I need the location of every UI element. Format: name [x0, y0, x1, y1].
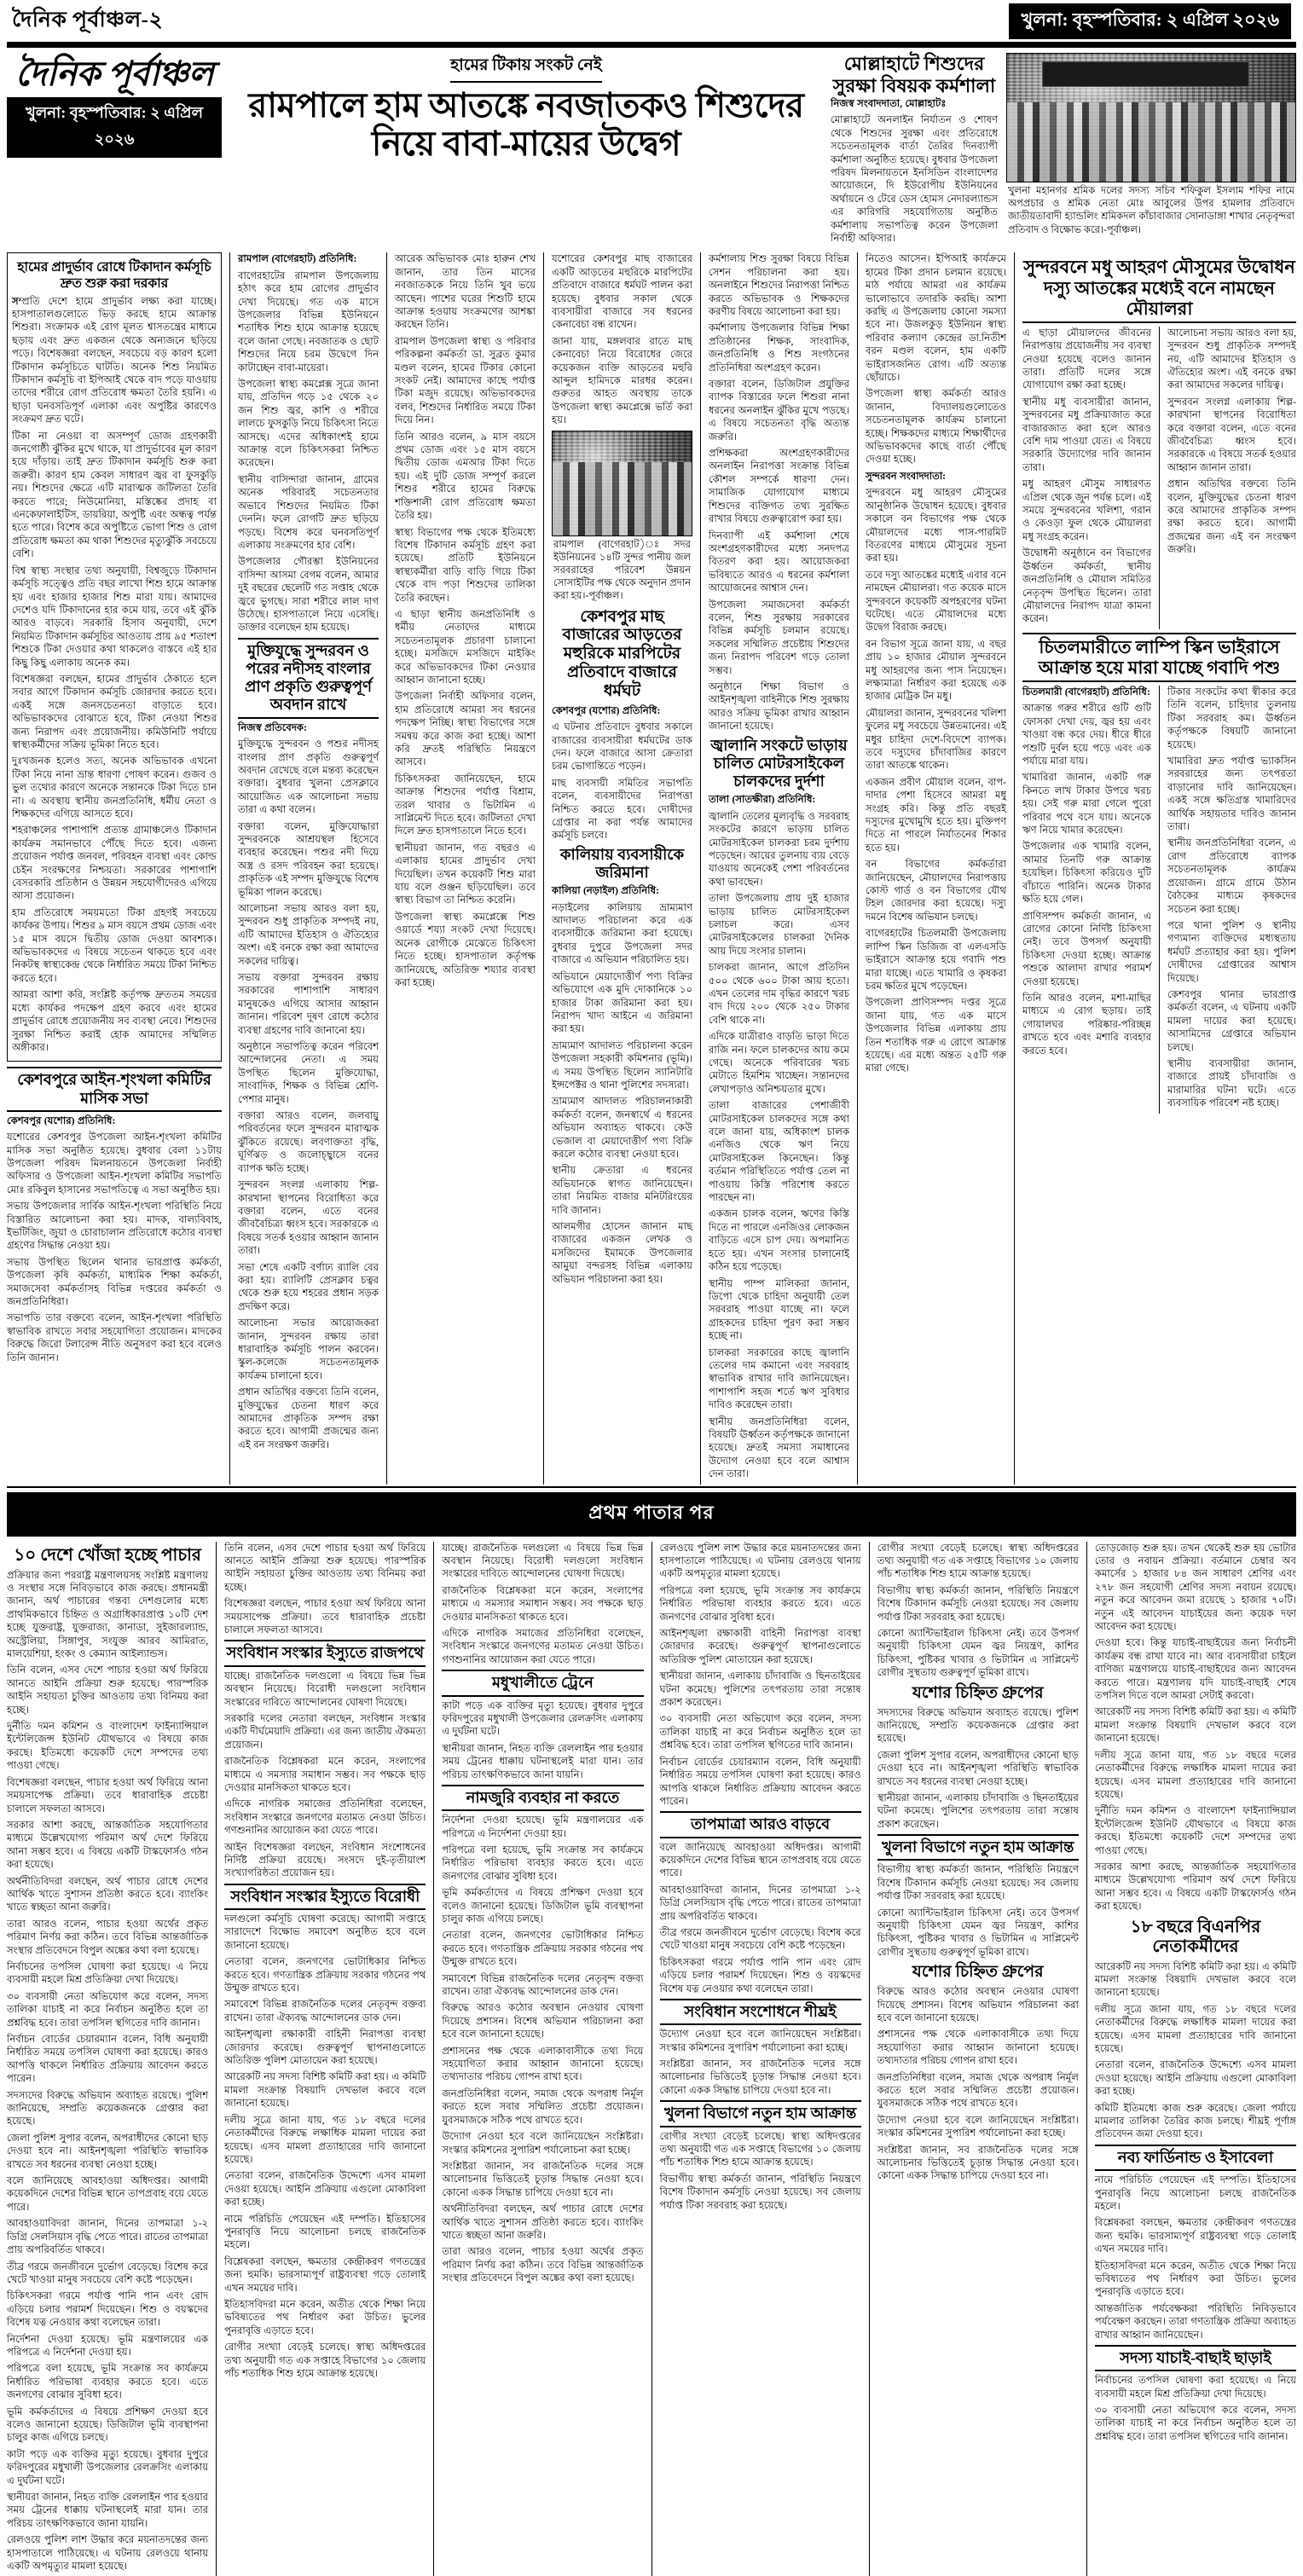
folio-left: দৈনিক পূর্বাঞ্চল-২: [12, 9, 164, 32]
sangbidhan2-para-1d: নেতারা বলেন, জনগণের ভোটাধিকার নিশ্চিত করতে হবে। গণতান্ত্রিক প্রক্রিয়ায় সরকার গঠনের পথ উন্মুক্ত রাখতে হবে।: [442, 1930, 644, 1968]
editorial-para-1: টিকা না নেওয়া বা অসম্পূর্ণ ডোজ গ্রহণকারী জনগোষ্ঠী ঝুঁকির মুখে থাকে, যা প্রাদুর্ভাবের মূল কারণ হয়ে দাঁড়ায়। তাই দ্রুত টিকাদান কর্মসূচি শুরু করা জরুরী। কারণ হাম কেবল সাধারণ জ্বর বা ফুসকুড়ি নয়। শিশুদের ক্ষেত্রে এটি মারাত্মক জটিলতা তৈরি করতে পারে; নিউমোনিয়া, মস্তিষ্কের প্রদাহ বা এনকেফালাইটিস, ডায়রিয়া, অপুষ্টি এবং অন্ধত্ব পর্যন্ত হতে পারে। বিশেষ করে অপুষ্টিতে ভোগা শিশু ও রোগ প্রতিরোধ ক্ষমতা কম থাকা শিশুদের মৃত্যুঝুঁকি সবচেয়ে বেশি।: [12, 430, 217, 560]
bnp18-para-3: কমিটি ইতিমধ্যে কাজ শুরু করেছে। জেলা পর্যায়ে মামলার তালিকা তৈরির কাজ চলছে। শীঘ্রই পূর্ণাঙ্গ প্রতিবেদন জমা দেওয়া হবে।: [1094, 2102, 1297, 2140]
sangbidhan1-para-4: আইন বিশেষজ্ঞরা বলছেন, সংবিধান সংশোধনের নির্দিষ্ট প্রক্রিয়া রয়েছে। সংসদে দুই-তৃতীয়াংশ সংখ্যাগরিষ্ঠতা প্রয়োজন হয়।: [224, 1841, 426, 1879]
kalia-byline: কালিয়া (নড়াইল) প্রতিনিধি:: [552, 885, 659, 897]
madhukhali-para-2e: রেলওয়ে পুলিশ লাশ উদ্ধার করে ময়নাতদন্তের জন্য হাসপাতালে পাঠিয়েছে। এ ঘটনায় রেলওয়ে থানায় একটি অপমৃত্যুর মামলা হয়েছে।: [659, 1542, 861, 1580]
fuel-para-1: তালা উপজেলায় প্রায় দুই হাজার ভাড়ায় চালিত মোটরসাইকেল চলাচল করে। এসব মোটরসাইকেলের চালকরা দৈনিক আয় দিয়ে সংসার চালান।: [709, 893, 849, 957]
masthead-title: দৈনিক পূর্বাঞ্চল: [14, 55, 214, 93]
sanshodhan-para-0g: উদ্যোগ নেওয়া হবে বলে জানিয়েছেন সংশ্লিষ্টরা। সংস্কার কমিশনের সুপারিশ পর্যালোচনা করা হচ্ছে।: [877, 2114, 1079, 2139]
masthead-column: [7, 53, 222, 248]
sangbidhan1-para-2: রাজনৈতিক বিশ্লেষকরা মনে করেন, সংলাপের মাধ্যমে এ সমস্যার সমাধান সম্ভব। সব পক্ষকে ছাড় দেওয়ার মানসিকতা থাকতে হবে।: [224, 1756, 426, 1793]
fuel-para-3: এদিকে যাত্রীরাও বাড়তি ভাড়া দিতে রাজি নন। ফলে চালকদের আয় কমে গেছে। অনেকে পরিবারের খরচ মেটাতে হিমশিম খাচ্ছেন। সন্তানদের লেখাপড়াও অনিশ্চয়তার মুখে।: [709, 1031, 849, 1095]
pachar-para-6: তারা আরও বলেন, পাচার হওয়া অর্থের প্রকৃত পরিমাণ নির্ণয় করা কঠিন। তবে বিভিন্ন আন্তর্জাতিক সংস্থার প্রতিবেদনে বিপুল অঙ্কের কথা বলা হয়েছে।: [7, 1918, 209, 1956]
khulna-ham-headline-2: খুলনা বিভাগে নতুন হাম আক্রান্ত: [660, 2100, 861, 2127]
tapmatra-para-0: বলে জানিয়েছে আবহাওয়া অধিদপ্তর। আগামী কয়েকদিনে দেশের বিভিন্ন স্থানে তাপপ্রবাহ বয়ে যেতে পারে।: [659, 1841, 861, 1879]
khulna-ham-para-2f: কোনো অ্যান্টিভাইরাল চিকিৎসা নেই। তবে উপসর্গ অনুযায়ী চিকিৎসা যেমন জ্বর নিয়ন্ত্রণ, কাশির চিকিৎসা, পুষ্টিকর খাবার ও ভিটামিন এ সাপ্লিমেন্ট রোগীর সুস্থতায় গুরুত্বপূর্ণ ভূমিকা রাখে।: [877, 1628, 1079, 1679]
khulna-ham-para-0e: রোগীর সংখ্যা বেড়েই চলেছে। স্বাস্থ্য অধিদপ্তরের তথ্য অনুযায়ী গত এক সপ্তাহে বিভাগের ১০ জেলায় পাঁচ শতাধিক শিশু হামে আক্রান্ত হয়েছে।: [659, 2130, 861, 2168]
chitalmari-para-0: বাগেরহাটের চিতলমারী উপজেলায় লাম্পি স্কিন ডিজিজ বা এলএসডি ভাইরাসে আক্রান্ত হয়ে গবাদি পশু মারা যাচ্ছে। এতে খামারি ও কৃষকরা চরম ক্ষতির মুখে পড়েছেন।: [866, 928, 1006, 992]
mukti-para-2b: আলোচনা সভায় আরও বলা হয়, সুন্দরবন শুধু প্রাকৃতিক সম্পদই নয়, এটি আমাদের ইতিহাস ও ঐতিহ্যের অংশ। এই বনকে রক্ষা করা আমাদের সকলের দায়িত্ব।: [1167, 327, 1296, 391]
namjuri-para-2: ভূমি কর্মকর্তাদের এ বিষয়ে প্রশিক্ষণ দেওয়া হবে বলেও জানানো হয়েছে। ডিজিটাল ভূমি ব্যবস্থাপনা চালুর কাজ এগিয়ে চলছে।: [442, 1887, 644, 1925]
fuel-para-2: চালকরা জানান, আগে প্রতিদিন ৫০০ থেকে ৬০০ টাকা আয় হতো। এখন তেলের দাম বৃদ্ধির কারণে খরচ বাদ দিয়ে ২০০ থেকে ২৫০ টাকার বেশি থাকে না।: [709, 962, 849, 1026]
khulna-ham-para-0f: রোগীর সংখ্যা বেড়েই চলেছে। স্বাস্থ্য অধিদপ্তরের তথ্য অনুযায়ী গত এক সপ্তাহে বিভাগের ১০ জেলায় পাঁচ শতাধিক শিশু হামে আক্রান্ত হয়েছে।: [877, 1542, 1079, 1580]
mukti-para-3: সভায় বক্তারা সুন্দরবন রক্ষায় সরকারের পাশাপাশি সাধারণ মানুষকেও এগিয়ে আসার আহ্বান জানান। পরিবেশ দূষণ রোধে কঠোর ব্যবস্থা গ্রহণের দাবি জানানো হয়।: [238, 972, 379, 1036]
jashore2-para-1d: প্রশাসনের পক্ষ থেকে এলাকাবাসীকে তথ্য দিয়ে সহযোগিতা করার আহ্বান জানানো হয়েছে। তথ্যদাতার পরিচয় গোপন রাখা হবে।: [442, 2045, 644, 2083]
jashore1-para-0b: সদস্যদের বিরুদ্ধে অভিযান অব্যাহত রয়েছে। পুলিশ জানিয়েছে, সম্প্রতি কয়েকজনকে গ্রেপ্তার করা হয়েছে।: [7, 2089, 209, 2127]
pachar-para-3: বিশেষজ্ঞরা বলছেন, পাচার হওয়া অর্থ ফিরিয়ে আনা সময়সাপেক্ষ প্রক্রিয়া। তবে ধারাবাহিক প্রচেষ্টা চালালে সফলতা আসবে।: [7, 1776, 209, 1815]
namjuri-para-2b: ভূমি কর্মকর্তাদের এ বিষয়ে প্রশিক্ষণ দেওয়া হবে বলেও জানানো হয়েছে। ডিজিটাল ভূমি ব্যবস্থাপনা চালুর কাজ এগিয়ে চলছে।: [7, 2405, 209, 2444]
masthead-band: [7, 48, 1296, 248]
sangbidhan2-para-0: দলগুলো কর্মসূচি ঘোষণা করেছে। আগামী সপ্তাহে সারাদেশে বিক্ষোভ সমাবেশ অনুষ্ঠিত হবে বলে জানানো হয়েছে।: [224, 1913, 426, 1951]
column-divider: [1159, 327, 1160, 629]
jashore2-para-2: জনপ্রতিনিধিরা বলেন, সমাজ থেকে অপরাধ নির্মূল করতে হলে সবার সম্মিলিত প্রচেষ্টা প্রয়োজন। যুবসমাজকে সঠিক পথে রাখতে হবে।: [877, 2071, 1079, 2110]
sangbidhan1-headline: সংবিধান সংস্কার ইস্যুতে রাজপথে: [224, 1640, 426, 1666]
sangbidhan1-para-0: যাচ্ছে। রাজনৈতিক দলগুলো এ বিষয়ে ভিন্ন ভিন্ন অবস্থান নিয়েছে। বিরোধী দলগুলো সংবিধান সংস্কারের দাবিতে আন্দোলনের ঘোষণা দিয়েছে।: [224, 1670, 426, 1708]
chitalmari-headline: চিতলমারীতে লাম্পি স্কিন ভাইরাসে আক্রান্ত হয়ে মারা যাচ্ছে গবাদি পশু: [1022, 633, 1296, 682]
pachar-para-4h: সরকার আশা করছে, আন্তর্জাতিক সহযোগিতার মাধ্যমে উল্লেখযোগ্য পরিমাণ অর্থ দেশে ফিরিয়ে আনা সম্ভব হবে। এ বিষয়ে একটি টাস্কফোর্সও গঠন করা হয়েছে।: [1094, 1861, 1297, 1913]
sundarban-para-5: বন বিভাগের কর্মকর্তারা জানিয়েছেন, মৌয়ালদের নিরাপত্তায় কোস্ট গার্ড ও বন বিভাগের যৌথ টহল জোরদার করা হয়েছে। দস্যু দমনে বিশেষ অভিযান চলছে।: [866, 859, 1006, 923]
madhukhali-para-1: স্থানীয়রা জানান, নিহত ব্যক্তি রেললাইন পার হওয়ার সময় ট্রেনের ধাক্কায় ঘটনাস্থলেই মারা যান। তার পরিচয় তাৎক্ষণিকভাবে জানা যায়নি।: [442, 1742, 644, 1780]
jashore2-para-2d: জনপ্রতিনিধিরা বলেন, সমাজ থেকে অপরাধ নির্মূল করতে হলে সবার সম্মিলিত প্রচেষ্টা প্রয়োজন। যুবসমাজকে সঠিক পথে রাখতে হবে।: [442, 2087, 644, 2126]
sundarban-para-6: এ ছাড়া মৌয়ালদের জীবনের নিরাপত্তায় প্রয়োজনীয় সব ব্যবস্থা নেওয়া হয়েছে বলেও জানান তারা। প্রতিটি দলের সঙ্গে যোগাযোগ রক্ষা করা হচ্ছে।: [1022, 327, 1151, 391]
photo-crowd: [1007, 102, 1295, 182]
ferdinand-para-0b: নামে পরিচিতি পেয়েছেন এই দম্পতি। ইতিহাসের পুনরাবৃত্তি নিয়ে আলোচনা চলছে রাজনৈতিক মহলে।: [224, 2213, 426, 2251]
jashore1-para-2e: স্থানীয়রা জানান, এলাকায় চাঁদাবাজি ও ছিনতাইয়ের ঘটনা কমেছে। পুলিশের তৎপরতায় তারা সন্তোষ প্রকাশ করেছেন।: [659, 1670, 861, 1709]
chitalmari-para-3: খামারিরা জানান, একটি গরু কিনতে লাখ টাকার উপরে খরচ হয়। সেই গরু মারা গেলে পুরো পরিবার পথে বসে যায়। অনেকে ঋণ নিয়ে খামার করেছেন।: [1022, 772, 1151, 836]
mukti-byline: নিজস্ব প্রতিবেদক:: [238, 721, 307, 733]
sangbidhan2-headline: সংবিধান সংস্কার ইস্যুতে বিরোধী: [224, 1884, 426, 1910]
fuel-para-7: চালকরা সরকারের কাছে জ্বালানি তেলের দাম কমানো এবং সরবরাহ স্বাভাবিক রাখার দাবি জানিয়েছেন। পাশাপাশি সহজ শর্তে ঋণ সুবিধার দাবিও করেছেন তারা।: [709, 1346, 849, 1411]
sangbidhan1-para-1: সরকারি দলের নেতারা বলছেন, সংবিধান সংস্কার একটি দীর্ঘমেয়াদি প্রক্রিয়া। এর জন্য জাতীয় ঐকমত্য প্রয়োজন।: [224, 1712, 426, 1751]
sanshodhan-column: [1095, 1542, 1296, 2576]
pachar-para-5: অর্থনীতিবিদরা বলছেন, অর্থ পাচার রোধে দেশের আর্থিক খাতে সুশাসন প্রতিষ্ঠা করতে হবে। ব্যাংকিং খাতে স্বচ্ছতা আনা জরুরি।: [7, 1875, 209, 1913]
editorial-para-4: দুঃখজনক হলেও সত্য, অনেক অভিভাবক এখনো টিকা নিয়ে নানা ভ্রান্ত ধারণা পোষণ করেন। গুজব ও ভুল তথ্যের কারণে অনেকে সন্তানকে টিকা দিতে চান না। এ অবস্থায় স্থানীয় জনপ্রতিনিধি, ধর্মীয় নেতা ও শিক্ষকদের এগিয়ে আসতে হবে।: [12, 755, 217, 819]
keshabpur-meeting-headline: কেশবপুরে আইন-শৃংখলা কমিটির মাসিক সভা: [7, 1067, 222, 1111]
chitalmari-para-4: উপজেলার এক খামারি বলেন, আমার তিনটি গরু আক্রান্ত হয়েছিল। চিকিৎসা করিয়েও দুটি বাঁচাতে পারিনি। অনেক টাকার ক্ষতি হয়ে গেল।: [1022, 841, 1151, 906]
kalia-para-6: আলমগীর হোসেন জানান মাছ বাজারের একজন লেখক ও মসজিদের ইমামকে উপজেলার আমুয়া বন্দরসহ বিভিন্ন এলাকায় অভিযান পরিচালনা করা হয়।: [552, 1221, 692, 1285]
sanshodhan-para-1g: সংশ্লিষ্টরা জানান, সব রাজনৈতিক দলের সঙ্গে আলোচনার ভিত্তিতেই চূড়ান্ত সিদ্ধান্ত নেওয়া হবে। কোনো একক সিদ্ধান্ত চাপিয়ে দেওয়া হবে না।: [877, 2144, 1079, 2182]
khulna-ham-headline: খুলনা বিভাগে নতুন হাম আক্রান্ত: [877, 1834, 1079, 1861]
keshabpur-fish-para-2: এ ঘটনার প্রতিবাদে বুধবার সকালে বাজারের ব্যবসায়ীরা ধর্মঘটের ডাক দেন। ফলে বাজারে আসা ক্রেতারা চরম ভোগান্তিতে পড়েন।: [552, 721, 692, 773]
sangbidhan2-para-2d: সমাবেশে বিভিন্ন রাজনৈতিক দলের নেতৃবৃন্দ বক্তব্য রাখেন। তারা ঐক্যবদ্ধ আন্দোলনের ডাক দেন।: [442, 1972, 644, 1998]
sangbidhan1-para-2d: রাজনৈতিক বিশ্লেষকরা মনে করেন, সংলাপের মাধ্যমে এ সমস্যার সমাধান সম্ভব। সব পক্ষকে ছাড় দেওয়ার মানসিকতা থাকতে হবে।: [442, 1584, 644, 1623]
ferdinand-para-3: আন্তর্জাতিক পর্যবেক্ষকরা পরিস্থিতি নিবিড়ভাবে পর্যবেক্ষণ করছেন। তারা গণতান্ত্রিক প্রক্রিয়া অব্যাহত রাখার আহ্বান জানিয়েছেন।: [1094, 2302, 1297, 2341]
tapmatra-para-0b: বলে জানিয়েছে আবহাওয়া অধিদপ্তর। আগামী কয়েকদিনে দেশের বিভিন্ন স্থানে তাপপ্রবাহ বয়ে যেতে পারে।: [7, 2175, 209, 2213]
mukti-para-9b: প্রধান অতিথির বক্তব্যে তিনি বলেন, মুক্তিযুদ্ধের চেতনা ধারণ করে আমাদের প্রাকৃতিক সম্পদ রক্ষা করতে হবে। আগামী প্রজন্মের জন্য এই বন সংরক্ষণ জরুরি।: [1167, 478, 1296, 556]
lead-headline: রামপালে হাম আতঙ্কে নবজাতকও শিশুদের নিয়ে বাবা-মায়ের উদ্বেগ: [248, 86, 804, 163]
mukti-para-0: মুক্তিযুদ্ধে সুন্দরবন ও পশুর নদীসহ বাংলার প্রাণ প্রকৃতি গুরুত্বপূর্ণ অবদান রেখেছে বলে মন্তব্য করেছেন বক্তারা। বুধবার খুলনা প্রেসক্লাবে আয়োজিত এক আলোচনা সভায় তারা এ কথা বলেন।: [238, 738, 379, 816]
bnp18-para-1h: দলীয় সূত্রে জানা যায়, গত ১৮ বছরে দলের নেতাকর্মীদের বিরুদ্ধে লক্ষাধিক মামলা দায়ের করা হয়েছে। এসব মামলা প্রত্যাহারের দাবি জানানো হয়েছে।: [1094, 1749, 1297, 1800]
sundarban-para-9: উদ্বোধনী অনুষ্ঠানে বন বিভাগের ঊর্ধ্বতন কর্মকর্তা, স্থানীয় জনপ্রতিনিধি ও মৌয়াল সমিতির নেতৃবৃন্দ উপস্থিত ছিলেন। তারা মৌয়ালদের নিরাপদ যাত্রা কামনা করেন।: [1022, 547, 1151, 625]
fuel-headline: জ্বালানি সংকটে ভাড়ায় চালিত মোটরসাইকেল চালকদের দুর্দশা: [710, 736, 848, 790]
khulna-ham-para-1g: বিভাগীয় স্বাস্থ্য কর্মকর্তা জানান, পরিস্থিতি নিয়ন্ত্রণে বিশেষ টিকাদান কর্মসূচি নেওয়া হয়েছে। সব জেলায় পর্যাপ্ত টিকা সরবরাহ করা হয়েছে।: [877, 1864, 1079, 1902]
bnp18-para-1: দলীয় সূত্রে জানা যায়, গত ১৮ বছরে দলের নেতাকর্মীদের বিরুদ্ধে লক্ষাধিক মামলা দায়ের করা হয়েছে। এসব মামলা প্রত্যাহারের দাবি জানানো হয়েছে।: [1094, 2003, 1297, 2055]
tapmatra-para-3: চিকিৎসকরা গরমে পর্যাপ্ত পানি পান এবং রোদ এড়িয়ে চলার পরামর্শ দিয়েছেন। শিশু ও বয়স্কদের বিশেষ যত্ন নেওয়ার কথা বলেছেন তারা।: [659, 1956, 861, 1994]
keshabpur-fish-para-5: কেশবপুর থানার ভারপ্রাপ্ত কর্মকর্তা বলেন, এ ঘটনায় একটি মামলা দায়ের করা হয়েছে। আসামিদের গ্রেপ্তারে অভিযান চলছে।: [1167, 988, 1296, 1053]
jashore1-para-1b: জেলা পুলিশ সুপার বলেন, অপরাধীদের কোনো ছাড় দেওয়া হবে না। আইনশৃঙ্খলা পরিস্থিতি স্বাভাবিক রাখতে সব ধরনের ব্যবস্থা নেওয়া হচ্ছে।: [7, 2132, 209, 2170]
sangbidhan2-para-2: সমাবেশে বিভিন্ন রাজনৈতিক দলের নেতৃবৃন্দ বক্তব্য রাখেন। তারা ঐক্যবদ্ধ আন্দোলনের ডাক দেন।: [224, 1999, 426, 2023]
khulna-ham-para-1f: বিভাগীয় স্বাস্থ্য কর্মকর্তা জানান, পরিস্থিতি নিয়ন্ত্রণে বিশেষ টিকাদান কর্মসূচি নেওয়া হয়েছে। সব জেলায় পর্যাপ্ত টিকা সরবরাহ করা হয়েছে।: [877, 1584, 1079, 1623]
ferdinand-para-1: বিশ্লেষকরা বলছেন, ক্ষমতার কেন্দ্রীকরণ গণতন্ত্রের জন্য হুমকি। ভারসাম্যপূর্ণ রাষ্ট্রব্যবস্থা গড়ে তোলাই এখন সময়ের দাবি।: [1094, 2217, 1297, 2255]
bnp18-para-2: নেতারা বলেন, রাজনৈতিক উদ্দেশ্যে এসব মামলা দেওয়া হয়েছে। আইনি প্রক্রিয়ায় এগুলো মোকাবিলা করা হচ্ছে।: [1094, 2059, 1297, 2098]
lead-para-8: এ ছাড়া স্থানীয় জনপ্রতিনিধি ও ধর্মীয় নেতাদের মাধ্যমে সচেতনতামূলক প্রচারণা চালানো হচ্ছে। মসজিদে মসজিদে মাইকিং করে অভিভাবকদের টিকা নেওয়ার আহ্বান জানানো হচ্ছে।: [395, 608, 536, 686]
editorial-headline: হামের প্রাদুর্ভাব রোধে টিকাদান কর্মসূচি দ্রুত শুরু করা দরকার: [17, 260, 211, 291]
jashore1-para-2: স্থানীয়রা জানান, এলাকায় চাঁদাবাজি ও ছিনতাইয়ের ঘটনা কমেছে। পুলিশের তৎপরতায় তারা সন্তোষ প্রকাশ করেছেন।: [877, 1792, 1079, 1830]
mollahat-photo-column: [1006, 53, 1296, 248]
lead-para-11: স্থানীয়রা জানান, গত বছরও এ এলাকায় হামের প্রাদুর্ভাব দেখা দিয়েছিল। তখন কয়েকটি শিশু মারা যায় বলে গুঞ্জন ছড়িয়েছিল। তবে স্বাস্থ্য বিভাগ তা নিশ্চিত করেনি।: [395, 842, 536, 906]
mollahat-para-2: কর্মশালায় উপজেলার বিভিন্ন শিক্ষা প্রতিষ্ঠানের শিক্ষক, সাংবাদিক, জনপ্রতিনিধি ও শিশু সংগঠনের প্রতিনিধিরা অংশগ্রহণ করেন।: [709, 322, 849, 373]
fuel-para-0: জ্বালানি তেলের মূল্যবৃদ্ধি ও সরবরাহ সংকটের কারণে ভাড়ায় চালিত মোটরসাইকেল চালকরা চরম দুর্দশায় পড়েছেন। আয়ের তুলনায় ব্যয় বেড়ে যাওয়ায় অনেকেই পেশা পরিবর্তনের কথা ভাবছেন।: [709, 810, 849, 888]
kalia-para-1: অভিযানে মেয়াদোত্তীর্ণ পণ্য বিক্রির অভিযোগে এক মুদি দোকানিকে ১০ হাজার টাকা জরিমানা করা হয়। নিরাপদ খাদ্য আইনে এ জরিমানা করা হয়।: [552, 970, 692, 1035]
column-divider: [216, 1542, 217, 2576]
chitalmari-col-a: [1022, 686, 1151, 1114]
mollahat-para-0: মোল্লাহাটে অনলাইন নির্যাতন ও শোষণ থেকে শিশুদের সুরক্ষা এবং প্রতিরোধে সচেতনতামূলক বার্তা তৈরির দিনব্যাপী কর্মশালা অনুষ্ঠিত হয়েছে। বুধবার উপজেলা পরিষদ মিলনায়তনে ইনসিডিন বাংলাদেশর আয়োজনে, দি ইউরোপীয় ইউনিয়নের অর্থায়নে ও টেরে ডেস হোমস নেদারল্যান্ডস এর কারিগরি সহযোগিতায় অনুষ্ঠিত কর্মশালায় সভাপতিত্ব করেন উপজেলা নির্বাহী অফিসার।: [831, 114, 998, 244]
keshabpur-fish-headline: কেশবপুর মাছ বাজারের আড়তের মহুরিকে মারপিটের প্রতিবাদে বাজারে ধর্মঘট: [562, 607, 682, 700]
column-divider: [433, 1542, 434, 2576]
tapmatra-para-1: আবহাওয়াবিদরা জানান, দিনের তাপমাত্রা ১-২ ডিগ্রি সেলসিয়াস বৃদ্ধি পেতে পারে। রাতের তাপমাত্রা প্রায় অপরিবর্তিত থাকবে।: [659, 1884, 861, 1922]
sanshodhan-headline: সংবিধান সংশোধনে শীঘ্রই: [660, 1999, 861, 2025]
bnp18-para-2b: নেতারা বলেন, রাজনৈতিক উদ্দেশ্যে এসব মামলা দেওয়া হয়েছে। আইনি প্রক্রিয়ায় এগুলো মোকাবিলা করা হচ্ছে।: [224, 2170, 426, 2208]
sadasya-para-1: ৩০ ব্যবসায়ী নেতা অভিযোগ করে বলেন, সদস্য তালিকা যাচাই না করে নির্বাচন অনুষ্ঠিত হলে তা প্রশ্নবিদ্ধ হবে। তারা তপসিল স্থগিতের দাবি জানান।: [7, 1990, 209, 2029]
chitalmari-para-1: উপজেলা প্রাণিসম্পদ দপ্তর সূত্রে জানা যায়, গত এক মাসে উপজেলার বিভিন্ন এলাকায় প্রায় তিন শতাধিক গরু এ রোগে আক্রান্ত হয়েছে। এর মধ্যে অন্তত ২৫টি গরু মারা গেছে।: [866, 997, 1006, 1074]
mukti-para-2: আলোচনা সভায় আরও বলা হয়, সুন্দরবন শুধু প্রাকৃতিক সম্পদই নয়, এটি আমাদের ইতিহাস ও ঐতিহ্যের অংশ। এই বনকে রক্ষা করা আমাদের সকলের দায়িত্ব।: [238, 902, 379, 967]
pachar-column: [7, 1542, 208, 2576]
pachar-para-0: প্রক্রিয়ার জন্য পররাষ্ট্র মন্ত্রণালয়সহ সংশ্লিষ্ট মন্ত্রণালয় ও সংস্থার সঙ্গে নিবিড়ভাবে কাজ করছে। প্রধানমন্ত্রী জানান, অর্থ পাচারের গন্তব্য দেশগুলোর মধ্যে প্রাথমিকভাবে চিহ্নিত ও অগ্রাধিকারপ্রাপ্ত ১০টি দেশ হচ্ছে যুক্তরাষ্ট্র, যুক্তরাজ্য, কানাডা, সুইজারল্যান্ড, অস্ট্রেলিয়া, সিঙ্গাপুর, সংযুক্ত আরব আমিরাত, মালয়েশিয়া, হংকং ও কেম্যান আইল্যান্ডস।: [7, 1569, 209, 1660]
sangbidhan2-para-3: আইনশৃঙ্খলা রক্ষাকারী বাহিনী নিরাপত্তা ব্যবস্থা জোরদার করেছে। গুরুত্বপূর্ণ স্থাপনাগুলোতে অতিরিক্ত পুলিশ মোতায়েন করা হয়েছে।: [224, 2029, 426, 2067]
lead-body-column-2: [395, 252, 536, 1484]
keshabpur-fish-para-4: পরে থানা পুলিশ ও স্থানীয় গণ্যমান্য ব্যক্তিদের মধ্যস্থতায় ধর্মঘট প্রত্যাহার করা হয়। পুলিশ দোষীদের গ্রেপ্তারের আশ্বাস দিয়েছে।: [1167, 919, 1296, 984]
editorial-para-5: শহরাঞ্চলের পাশাপাশি প্রত্যন্ত গ্রামাঞ্চলেও টিকাদান কার্যক্রম সমানভাবে পৌঁছে দিতে হবে। এজন্য প্রয়োজন পর্যাপ্ত জনবল, পরিবহন ব্যবস্থা এবং কোল্ড চেইন সংরক্ষণের নিশ্চয়তা। সরকারের পাশাপাশি বেসরকারি প্রতিষ্ঠান ও উন্নয়ন সহযোগীদেরও এগিয়ে আসা প্রয়োজন।: [12, 825, 217, 902]
tapmatra-para-3b: চিকিৎসকরা গরমে পর্যাপ্ত পানি পান এবং রোদ এড়িয়ে চলার পরামর্শ দিয়েছেন। শিশু ও বয়স্কদের বিশেষ যত্ন নেওয়ার কথা বলেছেন তারা।: [7, 2290, 209, 2329]
mollahat-para-6: উপজেলা সমাজসেবা কর্মকর্তা বলেন, শিশু সুরক্ষায় সরকারের বিভিন্ন কর্মসূচি চলমান রয়েছে। সকলের সম্মিলিত প্রচেষ্টায় শিশুদের জন্য নিরাপদ পরিবেশ গড়ে তোলা সম্ভব।: [709, 599, 849, 676]
sundarban-para-1: তবে দস্যু আতঙ্কের মধ্যেই এবার বনে নামছেন মৌয়ালরা। গত কয়েক মাসে সুন্দরবনে কয়েকটি অপহরণের ঘটনা ঘটেছে। এতে মৌয়ালদের মধ্যে উদ্বেগ বিরাজ করছে।: [866, 569, 1006, 634]
section-rule-top: [7, 1486, 1296, 1488]
jashore1-headline: যশোর চিহ্নিত গ্রুপের: [912, 1683, 1044, 1702]
sanshodhan-para-3: দেওয়া হবে। কিন্তু যাচাই-বাছাইয়ের জন্য নির্বাচনী কার্যক্রম বন্ধ রাখা যাবে না। আর ব্যবসায়ীরা চাইলে বাণিজ্য মন্ত্রণালয়ে যাচাই-বাছাইয়ের জন্য আবেদন করতে পারে। মন্ত্রণালয় যদি যাচাই-বাছাই শেষে তপসিল দিতে বলে আমরা সেটাই করবো।: [1094, 1637, 1297, 1702]
madhukhali-para-0b: কাটা পড়ে এক ব্যক্তির মৃত্যু হয়েছে। বুধবার দুপুরে ফরিদপুরের মধুখালী উপজেলার রেলক্রসিং এলাকায় এ দুর্ঘটনা ঘটে।: [7, 2448, 209, 2486]
chitalmari-para-2: আক্রান্ত গরুর শরীরে গুটি গুটি ফোসকা দেখা দেয়, জ্বর হয় এবং খাওয়া বন্ধ করে দেয়। ধীরে ধীরে পশুটি দুর্বল হয়ে পড়ে এবং এক পর্যায়ে মারা যায়।: [1022, 703, 1151, 767]
ferdinand-headline: নব্য ফার্ডিনান্ড ও ইসাবেলা: [1095, 2145, 1296, 2171]
column-divider: [700, 252, 701, 1484]
tapmatra-para-2: তীব্র গরমে জনজীবনে দুর্ভোগ বেড়েছে। বিশেষ করে খেটে খাওয়া মানুষ সবচেয়ে বেশি কষ্টে পড়েছেন।: [659, 1927, 861, 1952]
fuel-para-4: তালা বাজারের পেশাজীবী মোটরসাইকেল চালকদের সঙ্গে কথা বলে জানা যায়, অধিকাংশ চালক এনজিও থেকে ঋণ নিয়ে মোটরসাইকেল কিনেছেন। কিন্তু বর্তমান পরিস্থিতিতে পর্যাপ্ত তেল না পাওয়ায় কিস্তি পরিশোধ করতে পারছেন না।: [709, 1100, 849, 1204]
namjuri-headline: নামজুরি ব্যবহার না করতে: [442, 1785, 643, 1811]
mollahat-para-4: প্রশিক্ষকরা অংশগ্রহণকারীদের অনলাইন নিরাপত্তা সংক্রান্ত বিভিন্ন কৌশল সম্পর্কে ধারণা দেন। সামাজিক যোগাযোগ মাধ্যমে শিশুদের ব্যক্তিগত তথ্য সুরক্ষিত রাখার বিষয়ে গুরুত্বারোপ করা হয়।: [709, 448, 849, 525]
sundarban-headline: সুন্দরবনে মধু আহরণ মৌসুমের উদ্বোধন দস্যু আতঙ্কের মধ্যেই বনে নামছেন মৌয়ালরা: [1022, 257, 1296, 322]
bnp18-para-0b: আরেকটি নয় সদস্য বিশিষ্ট কমিটি করা হয়। এ কমিটি মামলা সংক্রান্ত বিষয়াদি দেখভাল করবে বলে জানানো হয়েছে।: [224, 2071, 426, 2110]
lead-para-12: উপজেলা স্বাস্থ্য কমপ্লেক্সে শিশু ওয়ার্ডে শয্যা সংকট দেখা দিয়েছে। অনেক রোগীকে মেঝেতে চিকিৎসা নিতে হচ্ছে। হাসপাতাল কর্তৃপক্ষ জানিয়েছে, অতিরিক্ত শয্যার ব্যবস্থা করা হচ্ছে।: [395, 911, 536, 988]
jashore2-para-0d: বিরুদ্ধে আরও কঠোর অবস্থান নেওয়ার ঘোষণা দিয়েছে প্রশাসন। বিশেষ অভিযান পরিচালনা করা হবে বলে জানানো হয়েছে।: [442, 2002, 644, 2041]
mukti-para-5: বক্তারা আরও বলেন, জলবায়ু পরিবর্তনের ফলে সুন্দরবন মারাত্মক ঝুঁকিতে রয়েছে। লবণাক্ততা বৃদ্ধি, ঘূর্ণিঝড় ও জলোচ্ছ্বাসে বনের ব্যাপক ক্ষতি হচ্ছে।: [238, 1110, 379, 1174]
sanshodhan-para-0: উদ্যোগ নেওয়া হবে বলে জানিয়েছেন সংশ্লিষ্টরা। সংস্কার কমিশনের সুপারিশ পর্যালোচনা করা হচ্ছে।: [659, 2029, 861, 2053]
kalia-para-0: নড়াইলের কালিয়ায় ভ্রাম্যমাণ আদালত পরিচালনা করে এক ব্যবসায়ীকে জরিমানা করা হয়েছে। বুধবার দুপুরে উপজেলা সদর বাজারে এ অভিযান পরিচালিত হয়।: [552, 901, 692, 966]
right-stack-column: [1022, 252, 1296, 1484]
fuel-para-5: একজন চালক বলেন, ঋণের কিস্তি দিতে না পারলে এনজিওর লোকজন বাড়িতে এসে চাপ দেয়। অপমানিত হতে হয়। এখন সংসার চালানোই কঠিন হয়ে পড়েছে।: [709, 1208, 849, 1273]
kalia-headline: কালিয়ায় ব্যবসায়ীকে জরিমানা: [559, 845, 685, 882]
column-divider: [543, 252, 544, 1484]
madhukhali-column: [442, 1542, 643, 2576]
editorial-para-2: বিশ্ব স্বাস্থ্য সংস্থার তথ্য অনুযায়ী, বিশ্বজুড়ে টিকাদান কর্মসূচি সত্ত্বেও প্রতি বছর লাখো শিশু হামে আক্রান্ত হয় এবং হাজার হাজার শিশু মারা যায়। আমাদের দেশেও যদি টিকাদানের হার কমে যায়, তবে এই ঝুঁকি আরও বাড়বে। সরকারি হিসাব অনুযায়ী, দেশে নিয়মিত টিকাদান কর্মসূচির আওতায় প্রায় ৯৫ শতাংশ শিশুকে টিকা দেওয়ার কথা থাকলেও বাস্তবে এই হার কিছু কিছু এলাকায় অনেক কম।: [12, 564, 217, 669]
khulna-ham-para-2g: কোনো অ্যান্টিভাইরাল চিকিৎসা নেই। তবে উপসর্গ অনুযায়ী চিকিৎসা যেমন জ্বর নিয়ন্ত্রণ, কাশির চিকিৎসা, পুষ্টিকর খাবার ও ভিটামিন এ সাপ্লিমেন্ট রোগীর সুস্থতায় গুরুত্বপূর্ণ ভূমিকা রাখে।: [877, 1907, 1079, 1958]
workshop-photo: [1006, 53, 1296, 182]
column-divider: [386, 252, 387, 1484]
keshabpur-fish-byline: কেশবপুর (যশোর) প্রতিনিধি:: [552, 704, 661, 716]
pachar-para-1: তিনি বলেন, এসব দেশে পাচার হওয়া অর্থ ফিরিয়ে আনতে আইনি প্রক্রিয়া শুরু হয়েছে। পারস্পরিক আইনি সহায়তা চুক্তির আওতায় তথ্য বিনিময় করা হচ্ছে।: [7, 1664, 209, 1716]
sundarban-para-3: মৌয়ালরা জানান, সুন্দরবনের খলিশা ফুলের মধু সবচেয়ে উন্নতমানের। এই মধুর চাহিদা দেশে-বিদেশে ব্যাপক। তবে দস্যুদের চাঁদাবাজির কারণে তারা আতঙ্কে থাকেন।: [866, 707, 1006, 772]
lead-para-3: উপজেলার গৌরম্ভা ইউনিয়নের বাসিন্দা আসমা বেগম বলেন, আমার দুই বছরের ছেলেটি গত সপ্তাহ থেকে জ্বরে ভুগছে। সারা শরীরে লাল দাগ উঠেছে। হাসপাতালে নিয়ে এসেছি। ডাক্তার বলেছেন হাম হয়েছে।: [238, 556, 379, 634]
lead-para-4: আরেক অভিভাবক মোঃ হারুন শেখ জানান, তার তিন মাসের নবজাতককে নিয়ে তিনি খুব ভয়ে আছেন। পাশের ঘরের শিশুটি হামে আক্রান্ত হওয়ায় সংক্রমণের আশঙ্কা করছেন তিনি।: [395, 253, 536, 331]
mollahat-para-3: বক্তারা বলেন, ডিজিটাল প্রযুক্তির ব্যাপক বিস্তারের ফলে শিশুরা নানা ধরনের অনলাইন ঝুঁকির মুখে পড়ছে। এ বিষয়ে সচেতনতা বৃদ্ধি অত্যন্ত জরুরি।: [709, 379, 849, 443]
editorial-para-6: হাম প্রতিরোধে সময়মতো টিকা গ্রহণই সবচেয়ে কার্যকর উপায়। শিশুর ৯ মাস বয়সে প্রথম ডোজ এবং ১৫ মাস বয়সে দ্বিতীয় ডোজ দেওয়া আবশ্যক। অভিভাবকদের এ বিষয়ে সচেতন থাকতে হবে এবং নিকটস্থ স্বাস্থ্যকেন্দ্র থেকে নির্ধারিত সময়ে টিকা নিশ্চিত করতে হবে।: [12, 906, 217, 984]
pachar-para-4: সরকার আশা করছে, আন্তর্জাতিক সহযোগিতার মাধ্যমে উল্লেখযোগ্য পরিমাণ অর্থ দেশে ফিরিয়ে আনা সম্ভব হবে। এ বিষয়ে একটি টাস্কফোর্সও গঠন করা হয়েছে।: [7, 1819, 209, 1871]
mukti-headline: মুক্তিযুদ্ধে সুন্দরবন ও পরের নদীসহ বাংলার প্রাণ প্রকৃতি গুরুত্বপূর্ণ অবদান রাখে: [238, 638, 379, 719]
folio-strip: [7, 0, 1296, 39]
mukti-para-1: বক্তারা বলেন, মুক্তিযোদ্ধারা সুন্দরবনকে আশ্রয়স্থল হিসেবে ব্যবহার করেছেন। পশুর নদী দিয়ে অস্ত্র ও রসদ পরিবহন করা হয়েছে। প্রাকৃতিক এই সম্পদ মুক্তিযুদ্ধে বিশেষ ভূমিকা পালন করেছে।: [238, 820, 379, 898]
keshabpur-meeting-byline: কেশবপুর (যশোর) প্রতিনিধি:: [7, 1114, 116, 1126]
mukti-para-4: অনুষ্ঠানে সভাপতিত্ব করেন পরিবেশ আন্দোলনের নেতা। এ সময় উপস্থিত ছিলেন মুক্তিযোদ্ধা, সাংবাদিক, শিক্ষক ও বিভিন্ন শ্রেণি-পেশার মানুষ।: [238, 1041, 379, 1105]
jashore1-para-1: জেলা পুলিশ সুপার বলেন, অপরাধীদের কোনো ছাড় দেওয়া হবে না। আইনশৃঙ্খলা পরিস্থিতি স্বাভাবিক রাখতে সব ধরনের ব্যবস্থা নেওয়া হচ্ছে।: [877, 1749, 1079, 1787]
editorial-para-7: আমরা আশা করি, সংশ্লিষ্ট কর্তৃপক্ষ দ্রুততম সময়ের মধ্যে কার্যকর পদক্ষেপ গ্রহণ করবে এবং হামের প্রাদুর্ভাব রোধে প্রয়োজনীয় সব ব্যবস্থা নেবে। শিশুদের সুরক্ষা নিশ্চিত করাই হোক আমাদের সম্মিলিত অঙ্গীকার।: [12, 989, 217, 1053]
sadasya-para-2: নির্বাচন বোর্ডের চেয়ারম্যান বলেন, বিধি অনুযায়ী নির্ধারিত সময়ে তপসিল ঘোষণা করা হয়েছে। কারও আপত্তি থাকলে নির্ধারিত প্রক্রিয়ায় আবেদন করতে পারেন।: [7, 2034, 209, 2085]
keshabpur-fish-para-0: যশোরের কেশবপুর মাছ বাজারের একটি আড়তের মহুরিকে মারপিটের প্রতিবাদে বাজারে ধর্মঘট পালন করা হয়েছে। বুধবার সকাল থেকে ব্যবসায়ীরা বাজারে সব ধরনের কেনাবেচা বন্ধ রাখেন।: [552, 253, 692, 331]
column-divider: [869, 1542, 870, 2576]
continued-section-bar: প্রথম পাতার পর: [7, 1492, 1296, 1537]
sangbidhan1-para-0d: যাচ্ছে। রাজনৈতিক দলগুলো এ বিষয়ে ভিন্ন ভিন্ন অবস্থান নিয়েছে। বিরোধী দলগুলো সংবিধান সংস্কারের দাবিতে আন্দোলনের ঘোষণা দিয়েছে।: [442, 1542, 644, 1580]
keshabpur-fish-para-6: স্থানীয় ব্যবসায়ীরা জানান, বাজারে প্রায়ই চাঁদাবাজি ও মারামারির ঘটনা ঘটে। এতে ব্যবসায়িক পরিবেশ নষ্ট হচ্ছে।: [1167, 1057, 1296, 1109]
namjuri-para-1: পরিপত্রে বলা হয়েছে, ভূমি সংক্রান্ত সব কার্যক্রমে নির্ধারিত পরিভাষা ব্যবহার করতে হবে। এতে জনগণের বোঝার সুবিধা হবে।: [442, 1844, 644, 1882]
lead-para-7: স্বাস্থ্য বিভাগের পক্ষ থেকে ইতিমধ্যে বিশেষ টিকাদান কর্মসূচি গ্রহণ করা হয়েছে। প্রতিটি ইউনিয়নে স্বাস্থ্যকর্মীরা বাড়ি বাড়ি গিয়ে টিকা থেকে বাদ পড়া শিশুদের তালিকা তৈরি করছেন।: [395, 526, 536, 604]
chitalmari-para-7: টিকার সংকটের কথা স্বীকার করে তিনি বলেন, চাহিদার তুলনায় টিকা সরবরাহ কম। ঊর্ধ্বতন কর্তৃপক্ষকে বিষয়টি জানানো হয়েছে।: [1167, 686, 1296, 750]
mukti-para-8: আলোচনা সভার আয়োজকরা জানান, সুন্দরবন রক্ষায় তারা ধারাবাহিক কর্মসূচি পালন করবেন। স্কুল-কলেজে সচেতনতামূলক কার্যক্রম চালানো হবে।: [238, 1317, 379, 1381]
mollahat-photo-caption: খুলনা মহানগর শ্রমিক দলের সদস্য সচিব শফিকুল ইসলাম শফির নামে অপপ্রচার ও শ্রমিক নেতা মোঃ আবুলের উপর হামলার প্রতিবাদে জাতীয়তাবাদী হ্যান্ডলিং শ্রমিকদল কাঁচাবাজার সোনাডাঙ্গা শাখার নেতৃবৃন্দরা প্রতিবাদ ও বিক্ষোভ করে।-পূর্বাঞ্চল।: [1008, 186, 1294, 235]
namjuri-para-0b: নির্দেশনা দেওয়া হয়েছে। ভূমি মন্ত্রণালয়ের এক পরিপত্রে এ নির্দেশনা দেওয়া হয়।: [7, 2333, 209, 2358]
ferdinand-para-2: ইতিহাসবিদরা মনে করেন, অতীত থেকে শিক্ষা নিয়ে ভবিষ্যতের পথ নির্ধারণ করা উচিত। ভুলের পুনরাবৃত্তি এড়াতে হবে।: [1094, 2260, 1297, 2298]
chitalmari-para-9: স্থানীয় জনপ্রতিনিধিরা বলেন, এ রোগ প্রতিরোধে ব্যাপক সচেতনতামূলক কার্যক্রম প্রয়োজন। গ্রামে গ্রামে উঠান বৈঠকের মাধ্যমে কৃষকদের সচেতন করা হচ্ছে।: [1167, 837, 1296, 915]
fuel-para-8: স্থানীয় জনপ্রতিনিধিরা বলেন, বিষয়টি ঊর্ধ্বতন কর্তৃপক্ষকে জানানো হয়েছে। দ্রুতই সমস্যা সমাধানের উদ্যোগ নেওয়া হবে বলে আশ্বাস দেন তারা।: [709, 1415, 849, 1480]
lead-para-1: উপজেলা স্বাস্থ্য কমপ্লেক্স সূত্রে জানা যায়, প্রতিদিন গড়ে ১৫ থেকে ২০ জন শিশু জ্বর, কাশি ও শরীরে লালচে ফুসকুড়ি নিয়ে চিকিৎসা নিতে আসছে। এদের অধিকাংশই হামে আক্রান্ত বলে চিকিৎসকরা নিশ্চিত করেছেন।: [238, 379, 379, 469]
bnp18-para-1b: দলীয় সূত্রে জানা যায়, গত ১৮ বছরে দলের নেতাকর্মীদের বিরুদ্ধে লক্ষাধিক মামলা দায়ের করা হয়েছে। এসব মামলা প্রত্যাহারের দাবি জানানো হয়েছে।: [224, 2114, 426, 2165]
kalia-para-3: ভ্রাম্যমাণ আদালত পরিচালনাকারী কর্মকর্তা বলেন, জনস্বার্থে এ ধরনের অভিযান অব্যাহত থাকবে। কেউ ভেজাল বা মেয়াদোত্তীর্ণ পণ্য বিক্রি করলে কঠোর ব্যবস্থা নেওয়া হবে।: [552, 1096, 692, 1160]
sanshodhan-para-1d: সংশ্লিষ্টরা জানান, সব রাজনৈতিক দলের সঙ্গে আলোচনার ভিত্তিতেই চূড়ান্ত সিদ্ধান্ত নেওয়া হবে। কোনো একক সিদ্ধান্ত চাপিয়ে দেওয়া হবে না।: [442, 2160, 644, 2198]
ferdinand-para-0: নামে পরিচিতি পেয়েছেন এই দম্পতি। ইতিহাসের পুনরাবৃত্তি নিয়ে আলোচনা চলছে রাজনৈতিক মহলে।: [1094, 2174, 1297, 2212]
top-half-grid: [7, 252, 1296, 1484]
sundarban-para-7: স্থানীয় মধু ব্যবসায়ীরা জানান, সুন্দরবনের মধু প্রক্রিয়াজাত করে বাজারজাত করা হলে আরও বেশি দাম পাওয়া যেত। এ বিষয়ে সরকারি উদ্যোগের দাবি জানান তারা।: [1022, 396, 1151, 473]
sadasya-para-0h: নির্বাচনের তপসিল ঘোষণা করা হয়েছে। এ নিয়ে ব্যবসায়ী মহলে মিশ্র প্রতিক্রিয়া দেখা দিয়েছে।: [1094, 2375, 1297, 2399]
lead-body-column-1: [238, 252, 379, 1484]
chitalmari-para-6: তিনি আরও বলেন, মশা-মাছির মাধ্যমে এ রোগ ছড়ায়। তাই গোয়ালঘর পরিষ্কার-পরিচ্ছন্ন রাখতে হবে এবং মশারি ব্যবহার করতে হবে।: [1022, 992, 1151, 1056]
mukti-para-7: সভা শেষে একটি বর্ণাঢ্য র‍্যালি বের করা হয়। র‍্যালিটি প্রেসক্লাব চত্বর থেকে শুরু হয়ে শহরের প্রধান সড়ক প্রদক্ষিণ করে।: [238, 1261, 379, 1312]
kalia-para-2: ভ্রাম্যমাণ আদালত পরিচালনা করেন উপজেলা সহকারী কমিশনার (ভূমি)। এ সময় উপস্থিত ছিলেন স্যানিটারি ইন্সপেক্টর ও থানা পুলিশের সদস্যরা।: [552, 1039, 692, 1091]
fuel-para-6: স্থানীয় পাম্প মালিকরা জানান, ডিপো থেকে চাহিদা অনুযায়ী তেল সরবরাহ পাওয়া যাচ্ছে না। ফলে গ্রাহকদের চাহিদা পূরণ করা সম্ভব হচ্ছে না।: [709, 1277, 849, 1342]
chitalmari-para-5: প্রাণিসম্পদ কর্মকর্তা জানান, এ রোগের কোনো নির্দিষ্ট চিকিৎসা নেই। তবে উপসর্গ অনুযায়ী চিকিৎসা দেওয়া হচ্ছে। আক্রান্ত পশুকে আলাদা রাখার পরামর্শ দেওয়া হয়েছে।: [1022, 910, 1151, 987]
tapmatra-column: [660, 1542, 861, 2576]
madhukhali-para-0: কাটা পড়ে এক ব্যক্তির মৃত্যু হয়েছে। বুধবার দুপুরে ফরিদপুরের মধুখালী উপজেলার রেলক্রসিং এলাকায় এ দুর্ঘটনা ঘটে।: [442, 1699, 644, 1738]
bnp18-headline: ১৮ বছরে বিএনপির নেতাকর্মীদের: [1130, 1917, 1261, 1956]
masthead-dateline: খুলনা: বৃহস্পতিবার: ২ এপ্রিল ২০২৬: [7, 97, 222, 158]
sundarban-para-2: বন বিভাগ সূত্রে জানা যায়, এ বছর প্রায় ১০ হাজার মৌয়াল সুন্দরবনে মধু আহরণের জন্য পাস নিয়েছেন। লক্ষ্যমাত্রা নির্ধারণ করা হয়েছে এক হাজার মেট্রিক টন মধু।: [866, 638, 1006, 703]
lead-para-13: নিতেও আসেন। ইপিআই কার্যক্রমে হামের টিকা প্রদান চলমান রয়েছে। মাঠ পর্যায়ে আমরা এর কার্যক্রম ভালোভাবে তদারকি করছি। আশা করছি এ উপজেলায় কোনো সমস্যা হবে না। উজলকুড় ইউনিয়ন স্বাস্থ্য পরিবার কল্যাণ কেন্দ্রের ডা.নিতীশ বরন মণ্ডল বলেন, হাম একটি ভাইরাসজনিত রোগ। এটি অত্যন্ত ছোঁয়াচে।: [866, 253, 1006, 384]
khulna-ham-column: [877, 1542, 1079, 2576]
column-divider: [1159, 686, 1160, 1114]
lead-para-0: বাগেরহাটের রামপাল উপজেলায় হঠাৎ করে হাম রোগের প্রাদুর্ভাব দেখা দিয়েছে। গত এক মাসে উপজেলার বিভিন্ন ইউনিয়নে শতাধিক শিশু হামে আক্রান্ত হয়েছে বলে জানা গেছে। নবজাতক ও ছোট শিশুদের নিয়ে চরম উদ্বেগে দিন কাটাচ্ছেন বাবা-মায়েরা।: [238, 269, 379, 373]
sundarban-body-column-1: [866, 252, 1006, 1484]
ferdinand-para-1b: বিশ্লেষকরা বলছেন, ক্ষমতার কেন্দ্রীকরণ গণতন্ত্রের জন্য হুমকি। ভারসাম্যপূর্ণ রাষ্ট্রব্যবস্থা গড়ে তোলাই এখন সময়ের দাবি।: [224, 2255, 426, 2294]
pachar-para-6d: তারা আরও বলেন, পাচার হওয়া অর্থের প্রকৃত পরিমাণ নির্ণয় করা কঠিন। তবে বিভিন্ন আন্তর্জাতিক সংস্থার প্রতিবেদনে বিপুল অঙ্কের কথা বলা হয়েছে।: [442, 2246, 644, 2284]
editorial-para-3: বিশেষজ্ঞরা বলছেন, হামের প্রাদুর্ভাব ঠেকাতে হলে সবার আগে টিকাদান কর্মসূচি জোরদার করতে হবে। একই সঙ্গে জনসচেতনতা বাড়াতে হবে। অভিভাবকদের বোঝাতে হবে, টিকা নেওয়া শিশুর জন্য নিরাপদ এবং প্রয়োজনীয়। কমিউনিটি পর্যায়ে স্বাস্থ্যকর্মীদের সক্রিয় ভূমিকা নিতে হবে।: [12, 673, 217, 750]
mukti-para-9: প্রধান অতিথির বক্তব্যে তিনি বলেন, মুক্তিযুদ্ধের চেতনা ধারণ করে আমাদের প্রাকৃতিক সম্পদ রক্ষা করতে হবে। আগামী প্রজন্মের জন্য এই বন সংরক্ষণ জরুরি।: [238, 1386, 379, 1450]
sundarban-para-4: একজন প্রবীণ মৌয়াল বলেন, বাপ-দাদার পেশা হিসেবে আমরা মধু সংগ্রহ করি। কিন্তু প্রতি বছরই দস্যুদের মুখোমুখি হতে হয়। মুক্তিপণ দিতে না পারলে নির্যাতনের শিকার হতে হয়।: [866, 776, 1006, 854]
namjuri-para-0: নির্দেশনা দেওয়া হয়েছে। ভূমি মন্ত্রণালয়ের এক পরিপত্রে এ নির্দেশনা দেওয়া হয়।: [442, 1815, 644, 1839]
jashore1-para-0: সদস্যদের বিরুদ্ধে অভিযান অব্যাহত রয়েছে। পুলিশ জানিয়েছে, সম্প্রতি কয়েকজনকে গ্রেপ্তার করা হয়েছে।: [877, 1706, 1079, 1745]
tapmatra-headline: তাপমাত্রা আরও বাড়বে: [660, 1811, 861, 1838]
sangbidhan1-para-3: এদিকে নাগরিক সমাজের প্রতিনিধিরা বলেছেন, সংবিধান সংস্কারে জনগণের মতামত নেওয়া উচিত। গণশুনানির আয়োজন করা যেতে পারে।: [224, 1798, 426, 1837]
mollahat-para-1: কর্মশালায় শিশু সুরক্ষা বিষয়ে বিভিন্ন সেশন পরিচালনা করা হয়। অনলাইনে শিশুদের নিরাপত্তা নিশ্চিত করতে অভিভাবক ও শিক্ষকদের করণীয় বিষয়ে আলোচনা করা হয়।: [709, 253, 849, 317]
sanshodhan-para-1: সংশ্লিষ্টরা জানান, সব রাজনৈতিক দলের সঙ্গে আলোচনার ভিত্তিতেই চূড়ান্ত সিদ্ধান্ত নেওয়া হবে। কোনো একক সিদ্ধান্ত চাপিয়ে দেওয়া হবে না।: [659, 2058, 861, 2096]
lead-byline: রামপাল (বাগেরহাট) প্রতিনিধি:: [238, 253, 357, 265]
khulna-ham-para-1e: বিভাগীয় স্বাস্থ্য কর্মকর্তা জানান, পরিস্থিতি নিয়ন্ত্রণে বিশেষ টিকাদান কর্মসূচি নেওয়া হয়েছে। সব জেলায় পর্যাপ্ত টিকা সরবরাহ করা হয়েছে।: [659, 2173, 861, 2211]
pachar-para-2: দুর্নীতি দমন কমিশন ও বাংলাদেশ ফাইন্যান্সিয়াল ইন্টেলিজেন্স ইউনিট যৌথভাবে এ বিষয়ে কাজ করছে। ইতিমধ্যে কয়েকটি দেশে সম্পদের তথ্য পাওয়া গেছে।: [7, 1721, 209, 1772]
jashore2-para-0: বিরুদ্ধে আরও কঠোর অবস্থান নেওয়ার ঘোষণা দিয়েছে প্রশাসন। বিশেষ অভিযান পরিচালনা করা হবে বলে জানানো হয়েছে।: [877, 1986, 1079, 2023]
editorial-para-0: সম্প্রতি দেশে হামে প্রাদুর্ভাব লক্ষ্য করা যাচ্ছে। হাসপাতালগুলোতে ভিড় করছে হামে আক্রান্ত শিশুরা। সংক্রামক এই রোগ মূলত শ্বাসতন্ত্রের মাধ্যমে ছড়ায় এবং দ্রুত একজন থেকে অন্যজনে ছড়িয়ে পড়ে। বিশেষজ্ঞরা বলছেন, সবচেয়ে বড় কারণ হলো টিকাদান কর্মসূচিতে ঘাটতি। অনেক শিশু নিয়মিত টিকাদান কর্মসূচি বা ইপিআই থেকে বাদ পড়ে যাওয়ায় তাদের শরীরে রোগ প্রতিরোধ ক্ষমতা তৈরি হয়নি। এ ছাড়া ঘনবসতিপূর্ণ এলাকা এবং অপুষ্টির কারণেও সংক্রমণ দ্রুত ঘটে।: [12, 295, 217, 425]
namjuri-para-1e: পরিপত্রে বলা হয়েছে, ভূমি সংক্রান্ত সব কার্যক্রমে নির্ধারিত পরিভাষা ব্যবহার করতে হবে। এতে জনগণের বোঝার সুবিধা হবে।: [659, 1584, 861, 1623]
sadasya-para-2e: নির্বাচন বোর্ডের চেয়ারম্যান বলেন, বিধি অনুযায়ী নির্ধারিত সময়ে তপসিল ঘোষণা করা হয়েছে। কারও আপত্তি থাকলে নির্ধারিত প্রক্রিয়ায় আবেদন করতে পারেন।: [659, 1756, 861, 1807]
fuel-byline: তালা (সাতক্ষীরা) প্রতিনিধি:: [709, 794, 816, 806]
sadasya-para-1e: ৩০ ব্যবসায়ী নেতা অভিযোগ করে বলেন, সদস্য তালিকা যাচাই না করে নির্বাচন অনুষ্ঠিত হলে তা প্রশ্নবিদ্ধ হবে। তারা তপসিল স্থগিতের দাবি জানান।: [659, 1713, 861, 1751]
bottom-half-grid: [7, 1542, 1296, 2576]
bnp18-para-0h: আরেকটি নয় সদস্য বিশিষ্ট কমিটি করা হয়। এ কমিটি মামলা সংক্রান্ত বিষয়াদি দেখভাল করবে বলে জানানো হয়েছে।: [1094, 1706, 1297, 1745]
tapmatra-para-1b: আবহাওয়াবিদরা জানান, দিনের তাপমাত্রা ১-২ ডিগ্রি সেলসিয়াস বৃদ্ধি পেতে পারে। রাতের তাপমাত্রা প্রায় অপরিবর্তিত থাকবে।: [7, 2218, 209, 2256]
lead-photo-column: [552, 252, 692, 1484]
editorial-column: [7, 252, 222, 1484]
pachar-para-5d: অর্থনীতিবিদরা বলছেন, অর্থ পাচার রোধে দেশের আর্থিক খাতে সুশাসন প্রতিষ্ঠা করতে হবে। ব্যাংকিং খাতে স্বচ্ছতা আনা জরুরি।: [442, 2203, 644, 2241]
keshabpur-fish-para-1: জানা যায়, মঙ্গলবার রাতে মাছ কেনাবেচা নিয়ে বিরোধের জেরে কয়েকজন ব্যক্তি আড়তের মহুরি আব্দুল হামিদকে মারধর করেন। গুরুতর আহত অবস্থায় তাকে উপজেলা স্বাস্থ্য কমপ্লেক্সে ভর্তি করা হয়।: [552, 335, 692, 426]
tapmatra-para-2b: তীব্র গরমে জনজীবনে দুর্ভোগ বেড়েছে। বিশেষ করে খেটে খাওয়া মানুষ সবচেয়ে বেশি কষ্টে পড়েছেন।: [7, 2261, 209, 2285]
pachar-para-1c: তিনি বলেন, এসব দেশে পাচার হওয়া অর্থ ফিরিয়ে আনতে আইনি প্রক্রিয়া শুরু হয়েছে। পারস্পরিক আইনি সহায়তা চুক্তির আওতায় তথ্য বিনিময় করা হচ্ছে।: [224, 1542, 426, 1593]
column-divider: [1086, 1542, 1087, 2576]
lead-kicker: হামের টিকায় সংকট নেই: [450, 53, 601, 83]
kalia-para-4: স্থানীয় ক্রেতারা এ ধরনের অভিযানকে স্বাগত জানিয়েছেন। তারা নিয়মিত বাজার মনিটরিংয়ের দাবি জানান।: [552, 1165, 692, 1216]
mollahat-para-5: দিনব্যাপী এই কর্মশালা শেষে অংশগ্রহণকারীদের মধ্যে সনদপত্র বিতরণ করা হয়। আয়োজকরা ভবিষ্যতে আরও এ ধরনের কর্মশালা আয়োজনের আশ্বাস দেন।: [709, 530, 849, 594]
keshabpur-fish-para-3: মাছ ব্যবসায়ী সমিতির সভাপতি বলেন, ব্যবসায়ীদের নিরাপত্তা নিশ্চিত করতে হবে। দোষীদের গ্রেপ্তার না করা পর্যন্ত আমাদের কর্মসূচি চলবে।: [552, 777, 692, 842]
mollahat-byline: নিজস্ব সংবাদদাতা, মোল্লাহাটঃ: [831, 97, 947, 109]
sanshodhan-para-2: তোড়জোড় শুরু হয়। তখন থেকেই শুরু হয় ভোটার তোর ও নবায়ন প্রক্রিয়া। বর্তমানে চেম্বার অব কমার্সের ১ হাজার ৮৪ জন সাধারণ শ্রেণির এবং ২৭৮ জন সহযোগী শ্রেণির সদস্য নবায়ন রয়েছে। নতুন করে আবেদন জমা রয়েছে ১ হাজার ৭০টি। নতুন এই আবেদন যাচাইয়ের জন্য কয়েক দফা আবেদন করা হয়েছে।: [1094, 1542, 1297, 1633]
sadasya-para-0: নির্বাচনের তপসিল ঘোষণা করা হয়েছে। এ নিয়ে ব্যবসায়ী মহলে মিশ্র প্রতিক্রিয়া দেখা দিয়েছে।: [7, 1960, 209, 1986]
sanshodhan-para-0d: উদ্যোগ নেওয়া হবে বলে জানিয়েছেন সংশ্লিষ্টরা। সংস্কার কমিশনের সুপারিশ পর্যালোচনা করা হচ্ছে।: [442, 2131, 644, 2156]
madhukhali-para-1b: স্থানীয়রা জানান, নিহত ব্যক্তি রেললাইন পার হওয়ার সময় ট্রেনের ধাক্কায় ঘটনাস্থলেই মারা যান। তার পরিচয় তাৎক্ষণিকভাবে জানা যায়নি।: [7, 2492, 209, 2529]
chitalmari-para-8: খামারিরা দ্রুত পর্যাপ্ত ভ্যাকসিন সরবরাহের জন্য তৎপরতা বাড়ানোর দাবি জানিয়েছেন। একই সঙ্গে ক্ষতিগ্রস্ত খামারিদের আর্থিক সহায়তার দাবিও জানান তারা।: [1167, 755, 1296, 833]
photo-crowd: [553, 462, 692, 535]
lead-para-14: উপজেলা স্বাস্থ্য কর্মকর্তা আরও জানান, বিদ্যালয়গুলোতেও সচেতনতামূলক কার্যক্রম চালানো হচ্ছে। শিক্ষকদের মাধ্যমে শিক্ষার্থীদের অভিভাবকদের কাছে বার্তা পৌঁছে দেওয়া হচ্ছে।: [866, 388, 1006, 466]
folio-rule: [7, 42, 1296, 48]
column-divider: [1014, 252, 1015, 1484]
keshabpur-meeting-para-0: যশোরের কেশবপুর উপজেলা আইন-শৃংখলা কমিটির মাসিক সভা অনুষ্ঠিত হয়েছে। বুধবার বেলা ১১টায় উপজেলা পরিষদ মিলনায়তনে উপজেলা নির্বাহী অফিসার ও উপজেলা আইন-শৃংখলা কমিটির সভাপতি মোঃ রকিবুল হাসানের সভাপতিত্বে এ সভা অনুষ্ঠিত হয়।: [7, 1132, 222, 1195]
sundarban-byline: সুন্দরবন সংবাদদাতা:: [866, 470, 947, 482]
mollahat-body-column: [709, 252, 849, 1484]
khulna-ham-para-0b: রোগীর সংখ্যা বেড়েই চলেছে। স্বাস্থ্য অধিদপ্তরের তথ্য অনুযায়ী গত এক সপ্তাহে বিভাগের ১০ জেলায় পাঁচ শতাধিক শিশু হামে আক্রান্ত হয়েছে।: [224, 2342, 426, 2380]
sadasya-headline: সদস্য যাচাই-বাছাই ছাড়াই: [1095, 2345, 1296, 2371]
keshabpur-meeting-para-3: সভাপতি তার বক্তব্যে বলেন, আইন-শৃংখলা পরিস্থিতি স্বাভাবিক রাখতে সবার সহযোগিতা প্রয়োজন। মাদকের বিরুদ্ধে জিরো টলারেন্স নীতি অনুসরণ করা হবে বলেও তিনি জানান।: [7, 1312, 222, 1363]
lead-para-6: তিনি আরও বলেন, ৯ মাস বয়সে প্রথম ডোজ এবং ১৫ মাস বয়সে দ্বিতীয় ডোজ এমআর টিকা দিতে হয়। এই দুটি ডোজ সম্পূর্ণ করলে শিশুর শরীরে হামের বিরুদ্ধে শক্তিশালী রোগ প্রতিরোধ ক্ষমতা তৈরি হয়।: [395, 431, 536, 522]
sangbidhan-column: [224, 1542, 426, 2576]
madhukhali-para-2b: রেলওয়ে পুলিশ লাশ উদ্ধার করে ময়নাতদন্তের জন্য হাসপাতালে পাঠিয়েছে। এ ঘটনায় রেলওয়ে থানায় একটি অপমৃত্যুর মামলা হয়েছে।: [7, 2534, 209, 2573]
lead-para-9: উপজেলা নির্বাহী অফিসার বলেন, হাম প্রতিরোধে আমরা সব ধরনের পদক্ষেপ নিচ্ছি। স্বাস্থ্য বিভাগের সঙ্গে সমন্বয় করে কাজ করা হচ্ছে। আশা করি দ্রুতই পরিস্থিতি নিয়ন্ত্রণে আসবে।: [395, 691, 536, 768]
sundarban-col-a: [1022, 327, 1151, 629]
sangbidhan1-para-3d: এদিকে নাগরিক সমাজের প্রতিনিধিরা বলেছেন, সংবিধান সংস্কারে জনগণের মতামত নেওয়া উচিত। গণশুনানির আয়োজন করা যেতে পারে।: [442, 1628, 644, 1665]
sangbidhan2-para-3e: আইনশৃঙ্খলা রক্ষাকারী বাহিনী নিরাপত্তা ব্যবস্থা জোরদার করেছে। গুরুত্বপূর্ণ স্থাপনাগুলোতে অতিরিক্ত পুলিশ মোতায়েন করা হয়েছে।: [659, 1628, 861, 1665]
sadasya-para-1h: ৩০ ব্যবসায়ী নেতা অভিযোগ করে বলেন, সদস্য তালিকা যাচাই না করে নির্বাচন অনুষ্ঠিত হলে তা প্রশ্নবিদ্ধ হবে। তারা তপসিল স্থগিতের দাবি জানান।: [1094, 2405, 1297, 2442]
mollahat-para-7: অনুষ্ঠানে শিক্ষা বিভাগ ও আইনশৃঙ্খলা বাহিনীকে শিশু সুরক্ষায় আরও সক্রিয় ভূমিকা রাখার আহ্বান জানানো হয়েছে।: [709, 680, 849, 732]
sundarban-col-b: [1167, 327, 1296, 629]
keshabpur-meeting-para-2: সভায় উপস্থিত ছিলেন থানার ভারপ্রাপ্ত কর্মকর্তা, উপজেলা কৃষি কর্মকর্তা, মাধ্যমিক শিক্ষা কর্মকর্তা, সমাজসেবা কর্মকর্তাসহ বিভিন্ন দপ্তরের কর্মকর্তা ও জনপ্রতিনিধিরা।: [7, 1256, 222, 1308]
namjuri-para-1b: পরিপত্রে বলা হয়েছে, ভূমি সংক্রান্ত সব কার্যক্রমে নির্ধারিত পরিভাষা ব্যবহার করতে হবে। এতে জনগণের বোঝার সুবিধা হবে।: [7, 2363, 209, 2401]
bnp18-para-0: আরেকটি নয় সদস্য বিশিষ্ট কমিটি করা হয়। এ কমিটি মামলা সংক্রান্ত বিষয়াদি দেখভাল করবে বলে জানানো হয়েছে।: [1094, 1960, 1297, 1999]
lead-headline-column: [230, 53, 822, 248]
lead-para-10: চিকিৎসকরা জানিয়েছেন, হামে আক্রান্ত শিশুদের পর্যাপ্ত বিশ্রাম, তরল খাবার ও ভিটামিন এ সাপ্লিমেন্ট দিতে হবে। জটিলতা দেখা দিলে দ্রুত হাসপাতালে নিতে হবে।: [395, 773, 536, 837]
chitalmari-byline: চিতলমারী (বাগেরহাট) প্রতিনিধি:: [1022, 686, 1150, 698]
pachar-headline: ১০ দেশে খোঁজা হচ্ছে পাচার: [14, 1545, 201, 1565]
pachar-para-2h: দুর্নীতি দমন কমিশন ও বাংলাদেশ ফাইন্যান্সিয়াল ইন্টেলিজেন্স ইউনিট যৌথভাবে এ বিষয়ে কাজ করছে। ইতিমধ্যে কয়েকটি দেশে সম্পদের তথ্য পাওয়া গেছে।: [1094, 1805, 1297, 1856]
mollahat-headline: মোল্লাহাটে শিশুদের সুরক্ষা বিষয়ক কর্মশালা: [832, 53, 996, 96]
mukti-para-6b: সুন্দরবন সংলগ্ন এলাকায় শিল্প-কারখানা স্থাপনের বিরোধিতা করে বক্তারা বলেন, এতে বনের জীববৈচিত্র্য ধ্বংস হবে। সরকারকে এ বিষয়ে সতর্ক হওয়ার আহ্বান জানান তারা।: [1167, 396, 1296, 473]
sangbidhan2-para-1: নেতারা বলেন, জনগণের ভোটাধিকার নিশ্চিত করতে হবে। গণতান্ত্রিক প্রক্রিয়ায় সরকার গঠনের পথ উন্মুক্ত রাখতে হবে।: [224, 1956, 426, 1994]
sundarban-para-0: সুন্দরবনে মধু আহরণ মৌসুমের আনুষ্ঠানিক উদ্বোধন হয়েছে। বুধবার সকালে বন বিভাগের পক্ষ থেকে মৌয়ালদের মধ্যে পাস-পারমিট বিতরণের মাধ্যমে মৌসুমের সূচনা করা হয়।: [866, 487, 1006, 564]
column-divider: [229, 252, 230, 1484]
jashore2-headline: যশোর চিহ্নিত গ্রুপের: [912, 1963, 1044, 1982]
mukti-para-6: সুন্দরবন সংলগ্ন এলাকায় শিল্প-কারখানা স্থাপনের বিরোধিতা করে বক্তারা বলেন, এতে বনের জীববৈচিত্র্য ধ্বংস হবে। সরকারকে এ বিষয়ে সতর্ক হওয়ার আহ্বান জানান তারা।: [238, 1179, 379, 1257]
sundarban-para-8: মধু আহরণ মৌসুম সাধারণত এপ্রিল থেকে জুন পর্যন্ত চলে। এই সময়ে সুন্দরবনের খলিশা, গরান ও কেওড়া ফুল থেকে মৌয়ালরা মধু সংগ্রহ করেন।: [1022, 478, 1151, 542]
chitalmari-col-b: [1167, 686, 1296, 1114]
lead-para-5: রামপাল উপজেলা স্বাস্থ্য ও পরিবার পরিকল্পনা কর্মকর্তা ডা. সুব্রত কুমার মণ্ডল বলেন, হামের টিকার কোনো সংকট নেই। আমাদের কাছে পর্যাপ্ত টিকা মজুদ রয়েছে। অভিভাবকদের বলব, শিশুদের নির্ধারিত সময়ে টিকা দিয়ে নিন।: [395, 335, 536, 426]
column-divider: [857, 252, 858, 1484]
mollahat-headline-column: [831, 53, 998, 248]
donation-photo: [552, 431, 692, 536]
madhukhali-headline: মধুখালীতে ট্রেনে: [442, 1670, 643, 1696]
jashore2-para-1: প্রশাসনের পক্ষ থেকে এলাকাবাসীকে তথ্য দিয়ে সহযোগিতা করার আহ্বান জানানো হয়েছে। তথ্যদাতার পরিচয় গোপন রাখা হবে।: [877, 2029, 1079, 2067]
lead-photo-caption: রামপাল (বাগেরহাট)ঃ সদর ইউনিয়নের ১৪টি সুন্দর পানীয় জল সরবরাহের পরিবেশ উন্নয়ন সোসাইটির পক্ষ থেকে অনুদান প্রদান করা হয়।-পূর্বাঞ্চল।: [553, 539, 691, 602]
pachar-para-3c: বিশেষজ্ঞরা বলছেন, পাচার হওয়া অর্থ ফিরিয়ে আনা সময়সাপেক্ষ প্রক্রিয়া। তবে ধারাবাহিক প্রচেষ্টা চালালে সফলতা আসবে।: [224, 1598, 426, 1636]
lead-para-2: স্থানীয় বাসিন্দারা জানান, গ্রামের অনেক পরিবারই সচেতনতার অভাবে শিশুদের নিয়মিত টিকা দেননি। ফলে রোগটি দ্রুত ছড়িয়ে পড়ছে। বিশেষ করে ঘনবসতিপূর্ণ এলাকায় সংক্রমণের হার বেশি।: [238, 473, 379, 551]
keshabpur-meeting-para-1: সভায় উপজেলার সার্বিক আইন-শৃংখলা পরিস্থিতি নিয়ে বিস্তারিত আলোচনা করা হয়। মাদক, বাল্যবিবাহ, ইভটিজিং, জুয়া ও চোরাচালান প্রতিরোধে কঠোর ব্যবস্থা গ্রহণের সিদ্ধান্ত নেওয়া হয়।: [7, 1201, 222, 1252]
ferdinand-para-2b: ইতিহাসবিদরা মনে করেন, অতীত থেকে শিক্ষা নিয়ে ভবিষ্যতের পথ নির্ধারণ করা উচিত। ভুলের পুনরাবৃত্তি এড়াতে হবে।: [224, 2298, 426, 2336]
photo-banner: [1042, 61, 1249, 87]
folio-right: খুলনা: বৃহস্পতিবার: ২ এপ্রিল ২০২৬: [1009, 3, 1291, 39]
